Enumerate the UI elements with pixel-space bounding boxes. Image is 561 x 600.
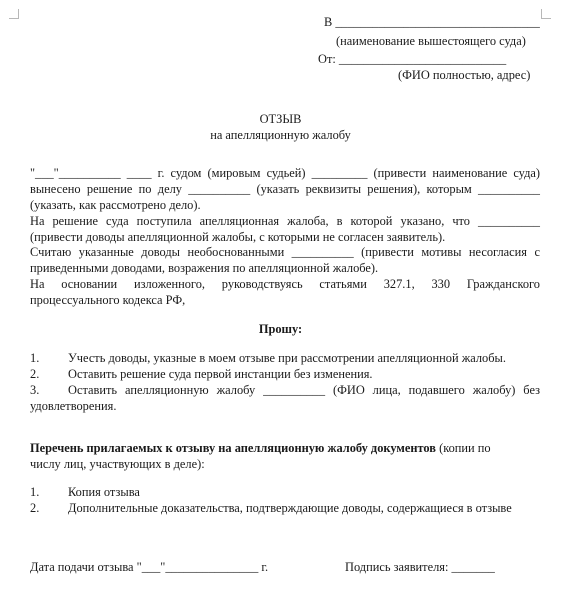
attachment-item-text: Копия отзыва bbox=[68, 485, 140, 499]
request-item-number: 1. bbox=[30, 351, 40, 365]
attachment-item-text: Дополнительные доказательства, подтверждающие доводы, содержащиеся в отзыве bbox=[68, 501, 512, 515]
addressee-court-line: В _________________________________ bbox=[324, 15, 540, 29]
body-paragraph-2-line-2: (привести доводы апелляционной жалобы, с которыми не согласен заявитель). bbox=[30, 230, 446, 244]
body-paragraph-4-line-2: процессуального кодекса РФ, bbox=[30, 293, 186, 307]
sender-hint: (ФИО полностью, адрес) bbox=[398, 68, 531, 82]
page-corner-mark-left bbox=[9, 9, 19, 19]
request-item-number: 2. bbox=[30, 367, 40, 381]
body-paragraph-1-line-3: (указать, как рассмотрено дело). bbox=[30, 198, 201, 212]
body-paragraph-1-line-2: вынесено решение по делу __________ (указать реквизиты решения), которым __________ bbox=[30, 182, 540, 196]
body-paragraph-3-line-2: приведенными доводами, возражения по апелляционной жалобе). bbox=[30, 261, 379, 275]
request-item-number: 3. bbox=[30, 383, 40, 397]
request-heading: Прошу: bbox=[258, 322, 303, 336]
request-item-3-continuation: удовлетворения. bbox=[30, 399, 117, 413]
attachment-item-number: 2. bbox=[30, 501, 40, 515]
body-paragraph-1-line-1: "___"__________ ____ г. судом (мировым судьей) _________ (привести наименование суда) bbox=[30, 166, 540, 180]
request-item-text: Оставить решение суда первой инстанции без изменения. bbox=[68, 367, 373, 381]
filing-date-line: Дата подачи отзыва "___"_______________ г. bbox=[30, 560, 269, 574]
body-paragraph-2-line-1: На решение суда поступила апелляционная жалоба, в которой указано, что __________ bbox=[30, 214, 540, 228]
document-subtitle: на апелляционную жалобу bbox=[210, 128, 351, 142]
request-item-text: Оставить апелляционную жалобу __________ (ФИО лица, подавшего жалобу) без bbox=[68, 383, 540, 397]
applicant-signature-line: Подпись заявителя: _______ bbox=[345, 560, 495, 574]
addressee-court-hint: (наименование вышестоящего суда) bbox=[336, 34, 526, 48]
page-corner-mark-right bbox=[541, 9, 551, 19]
attachments-heading-bold: Перечень прилагаемых к отзыву на апелляционную жалобу документов bbox=[30, 441, 436, 455]
attachment-item-number: 1. bbox=[30, 485, 40, 499]
request-item-text: Учесть доводы, указные в моем отзыве при рассмотрении апелляционной жалобы. bbox=[68, 351, 506, 365]
attachments-heading bbox=[30, 440, 540, 456]
attachments-heading-line-2: числу лиц, участвующих в деле): bbox=[30, 457, 205, 471]
attachments-heading-rest: (копии по bbox=[435, 441, 491, 455]
document-title: ОТЗЫВ bbox=[259, 112, 302, 126]
body-paragraph-3-line-1: Считаю указанные доводы необоснованными __________ (привести мотивы несогласия с bbox=[30, 245, 540, 259]
sender-line: От: ___________________________ bbox=[318, 52, 507, 66]
body-paragraph-4-line-1: На основании изложенного, руководствуясь статьями 327.1, 330 Гражданского bbox=[30, 277, 540, 291]
